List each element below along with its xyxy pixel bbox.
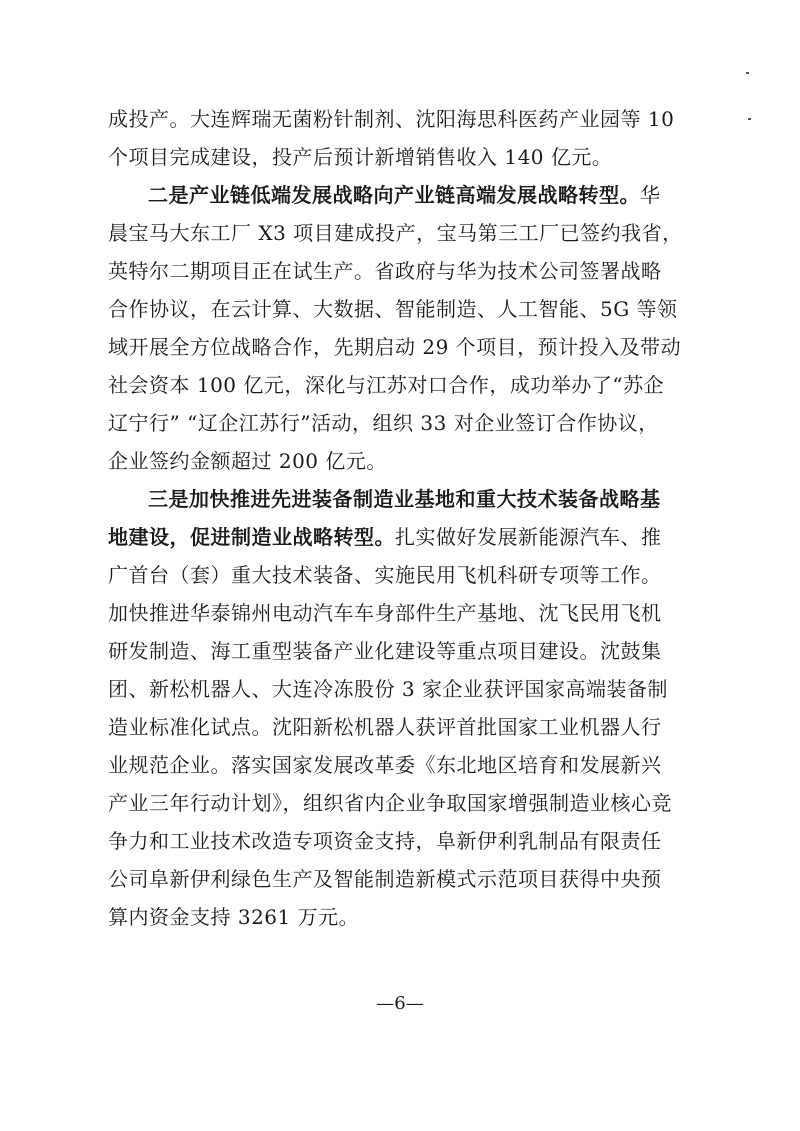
paragraph-heading: 地建设，促进制造业战略转型。 <box>108 525 395 549</box>
text-line: 域开展全方位战略合作，先期启动 29 个项目，预计投入及带动 <box>108 335 682 359</box>
text-line: 公司阜新伊利绿色生产及智能制造新模式示范项目获得中央预 <box>108 867 662 891</box>
paragraph-heading: 三是加快推进先进装备制造业基地和重大技术装备战略基 <box>148 487 661 511</box>
text-line: 社会资本 100 亿元，深化与江苏对口合作，成功举办了“苏企 <box>108 373 665 397</box>
text-span: 扎实做好发展新能源汽车、推 <box>395 525 662 549</box>
text-line: 辽宁行” “辽企江苏行”活动，组织 33 对企业签订合作协议， <box>108 411 659 435</box>
scan-speck <box>746 72 749 74</box>
text-line: 争力和工业技术改造专项资金支持，阜新伊利乳制品有限责任 <box>108 829 662 853</box>
text-line: 个项目完成建设，投产后预计新增销售收入 140 亿元。 <box>108 145 613 169</box>
document-body <box>108 100 708 936</box>
text-line: 团、新松机器人、大连冷冻股份 3 家企业获评国家高端装备制 <box>108 677 668 701</box>
paragraph-first-line <box>108 176 708 214</box>
text-line: 企业签约金额超过 200 亿元。 <box>108 449 387 473</box>
text-line: 产业三年行动计划》，组织省内企业争取国家增强制造业核心竞 <box>108 791 672 815</box>
paragraph-heading: 二是产业链低端发展战略向产业链高端发展战略转型。 <box>148 183 640 207</box>
scan-speck <box>748 118 751 120</box>
text-line: 合作协议，在云计算、大数据、智能制造、人工智能、5G 等领 <box>108 297 678 321</box>
text-span: 华 <box>640 183 661 207</box>
text-line: 广首台（套）重大技术装备、实施民用飞机科研专项等工作。 <box>108 563 662 587</box>
text-line: 加快推进华泰锦州电动汽车车身部件生产基地、沈飞民用飞机 <box>108 601 662 625</box>
paragraph-heading-line <box>108 518 708 556</box>
text-line: 成投产。大连辉瑞无菌粉针制剂、沈阳海思科医药产业园等 10 <box>108 107 675 131</box>
text-line: 业规范企业。落实国家发展改革委《东北地区培育和发展新兴 <box>108 753 662 777</box>
page-number: —6— <box>376 993 424 1014</box>
text-line: 研发制造、海工重型装备产业化建设等重点项目建设。沈鼓集 <box>108 639 662 663</box>
text-line: 造业标准化试点。沈阳新松机器人获评首批国家工业机器人行 <box>108 715 662 739</box>
text-line: 晨宝马大东工厂 X3 项目建成投产，宝马第三工厂已签约我省， <box>108 221 683 245</box>
text-line: 算内资金支持 3261 万元。 <box>108 905 360 929</box>
text-line: 英特尔二期项目正在试生产。省政府与华为技术公司签署战略 <box>108 259 662 283</box>
